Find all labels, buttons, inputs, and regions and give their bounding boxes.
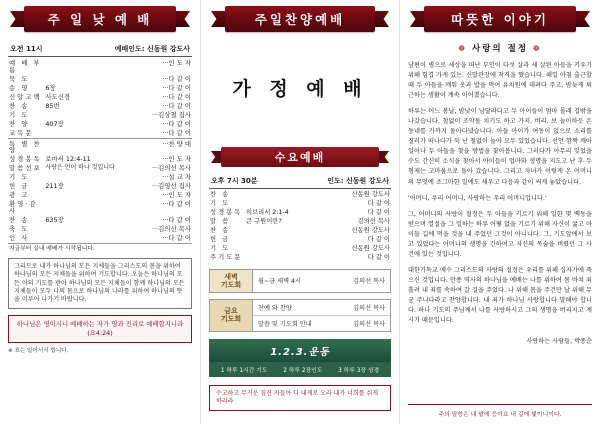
row-label: 성경봉독 [210,209,243,217]
row-label: 찬 송 [9,101,30,110]
row-person: ···다 같 이 [162,234,191,243]
row-person: 다 같 이 [367,200,390,208]
table-row [8,191,192,200]
row-detail [44,111,130,120]
row-label: 찬 송 [210,227,231,235]
row-detail: 큰 구원이란? [245,218,282,226]
table-row [8,75,192,84]
row-person: 신동원 강도사 [351,191,390,199]
row-detail [245,254,330,263]
row-detail [245,227,330,236]
row-person: ···설 교 자 [162,173,191,182]
leader-label: 인도: [327,177,344,185]
wednesday-header [209,174,391,189]
banner-title: 수요예배 [274,151,326,164]
table-row [209,227,391,236]
row-label: 헌 금 [9,182,30,191]
movement-item-3: 3 하루 3장 성경 [338,367,380,374]
banner-body [24,6,176,32]
table-row [8,234,192,244]
story-paragraph: 남편이 병으로 세상을 떠난 부인이 다섯 살과 세 살된 아들을 키우기 위해 힘겹 가게 있는. 신발관장에 착직을 했습니다. 해일 아침 출근할 때 두 아들을 깨워 옷과 밥을 먹여 유치원에 데려다 주고, 밤늦게 퇴근하는 생활이 계속 이어졌습니다. [408,62,592,100]
story-paragraph: 하루는 어느 봄날, 밤낮이 남달라다고 두 아이들이 엄마 몰래 집밖을 나갔습니다. 철없이 조약돌 치기도 하고 가지, 버리. 보 놀이하듯 온 동네를 가까지 돌아다녔습니다. 아들 아이가 여동이 없으로 소리를 질러가 떠나다가 둑 난 철없이 놀아 모두 있었습니다. 선언 깜짝 깨아 일어나 두 아들을 찾을 방법을 찾아봅니다. 그러다가 아무리 잊었을 수도 간신히 소식을 찾아서 아이들이 업마와 생명을 지도고 난 후 두 형제는 고마움으로 돌아 갔습니다. 그리고 자녀가 이렇게 온 어머니의 무엇에 조그마한 일에도 새우고 다음과 같이 써게 놓았습니다. [408,108,592,186]
banner-title: 주 일 낮 예 배 [47,12,153,27]
row-detail: 85번 [45,101,60,110]
wednesday-time: 오후 7시 30분 [211,177,258,185]
row-person: 다 같 이 [367,254,390,262]
table-row [8,200,192,216]
row-person: ···찬 양 대 [130,138,192,155]
row-person: ···다 같 이 [162,200,191,209]
row-label: 신앙고백 [9,92,42,101]
banner-praise-service [211,6,389,36]
row-label: 기 도 [9,110,30,119]
row-person: 다 같 이 [367,209,390,217]
row-label: 찬 송 [210,191,231,199]
banner-sunday-service [10,6,190,36]
ornament-left-icon: ❁ [458,44,468,53]
table-row [8,129,192,139]
story-signature: 사랑하는 사람들, 박종순 [526,338,592,346]
row-person: ···다 같 이 [162,92,191,101]
prayer-person: 김의선 목사 [353,278,385,286]
prayer-person: 김의선 목사 [353,304,385,312]
tag-line2: 기도회 [220,280,242,289]
table-row [8,111,192,120]
row-label: 특 별 찬 양 [8,138,44,155]
row-label: 기 도 [210,200,231,208]
tag-line1: 금요 [224,307,238,316]
banner-title: 주일찬양예배 [254,12,346,27]
table-row [8,173,192,182]
table-row [8,102,192,111]
row-label: 축 도 [9,225,30,234]
story-footer-verse: 주의 말씀은 내 발에 등이요 내 길에 빛이니이다. [408,404,592,418]
row-detail: 211장 [45,182,64,191]
table-row [209,218,391,227]
row-detail [44,129,130,139]
leader-label: 예배인도: [114,45,145,53]
row-person: ···다 같 이 [162,119,191,128]
story-subtitle [408,42,592,54]
row-person: ···김영선 집사 [152,182,191,191]
row-detail: 히브리서 2:1-4 [245,209,289,217]
row-person: ···다 같 이 [162,101,191,110]
banner-warm-story [410,6,590,36]
bottom-quote-box: 수고하고 무거운 짐진 자들아 다 내게로 오라 내가 너희를 쉬게 하리라 [209,385,391,411]
row-label: 주기도문 [210,254,243,262]
table-row [8,59,192,75]
table-row [8,93,192,102]
order-of-worship-table [8,59,192,253]
service-leader [115,44,190,54]
row-detail: 635장 [45,216,64,225]
footnote: ※ 표는 일어서서 합니다. [8,347,69,354]
row-detail [245,191,330,200]
friday-prayer-row [209,299,391,332]
row-person: ···다 같 이 [162,74,191,83]
announcement-box: 그리므로 내가 하나님의 모든 지체들을 그리스도의 몸을 위하여 하나님의 모든 지체들을 위하여 기도합니다. 오늘은 하나님의 모든 이의 기도를 받아 하나님의 모든 지체들이 함께 하나님의 모든 지체들이 모두 나의 몸으로 하나님의 나라를 위하여 하나님의 뜻을 이루어 나가기 바랍니다. [8,258,192,309]
movement-items [209,362,391,377]
table-row [8,216,192,225]
table-row-section [8,138,192,155]
service-time: 오전 11시 [10,45,43,53]
row-label: 송 영 [9,83,30,92]
row-label: 헌 금 [210,236,231,244]
wednesday-leader [327,176,389,186]
row-detail [44,225,130,234]
row-detail: 407장 [45,119,64,128]
banner-wednesday-service [211,147,389,169]
row-person: 김의선 목사 [357,218,390,226]
table-row [8,120,192,129]
table-row [209,254,391,263]
row-detail: 사랑은 언어 하나 것입니다 [45,164,115,172]
banner-body [424,6,576,32]
row-detail: 로마서 12:4-11 [45,155,91,164]
row-person: ···김상철 집사 [152,110,191,119]
verse-box [8,315,192,342]
row-person: 신동원 강도사 [351,245,390,253]
table-row [209,191,391,200]
row-detail [245,200,330,209]
row-label: 찬 송 [9,216,30,225]
story-body [408,61,592,326]
row-label: 기 도 [210,245,231,253]
table-row [209,245,391,254]
dawn-prayer-tag [210,270,253,292]
table-row [209,209,391,218]
friday-prayer-tag [210,300,253,331]
table-row [209,236,391,245]
row-person: 신동원 강도사 [351,227,390,235]
row-detail [44,138,130,155]
tag-line2: 기도회 [220,315,242,324]
friday-prayer-line1 [253,300,390,316]
row-person: ···인 도 자 [162,59,191,68]
home-worship-title: 가 정 예 배 [232,78,368,100]
dawn-prayer-row [209,269,391,293]
ornament-right-icon: ❁ [532,44,542,53]
prayer-time: 월~금 새벽 4시 [258,278,301,286]
row-person: ···인 도 자 [162,155,191,164]
column-warm-story [400,0,600,424]
row-detail [44,59,130,75]
table-row [209,200,391,209]
row-person: ···김의선 목사 [152,164,191,173]
row-label: 말씀선포 [9,164,42,173]
table-row [8,84,192,93]
row-label: 교독문 [9,128,34,137]
story-paragraph: 대한기독교 예수 그리스도의 사랑의 절정은 우리를 위해 십자가에 죽으신 것입니다. 만종 역사의 하나님을 예배는 나를 위하여 몸 바쳐 죄 흘려 내 죄를 속하여 갈 길을 주었다. 나 위해 몸을 주건만 날 위해 무궁 주니다라고 찬양합니다. 내 죄가 하나님 사랑합니다 말해야 합니다. 하나 기도의 주님께서 나를 사랑하시고 그의 생명을 버리지고 계시기 때문입니다. [408,266,592,325]
story-paragraph: 그, 어머니의 사랑이 절정은 두 아들을 키르기 위해 일한 몇 백동을 받으며 열절을 그 일하는 하루 어떻 없을 기르기 위해 자신이 굶고 마이들 길에 먹을 것을 내 주었던 그것이 아니니다. 그, 기도앞에서 보고 있었다는 어머니의 생명을 긴하여고 자신의 목숨을 버렸던 그 사건에 있는 것입니다. [408,210,592,258]
row-label: 말 씀 [210,218,231,226]
prayer-detail: 말씀 및 기도회 안내 [258,320,312,328]
movement-banner: 1.2.3.운동 [209,339,391,362]
row-person: ···김의선 목사 [152,225,191,234]
column-praise-service [200,0,400,424]
banner-body [221,147,379,167]
row-detail [44,191,130,200]
row-person: 다 같 이 [367,236,390,244]
row-label: 광 고 [9,191,30,200]
tag-line1: 새벽 [224,272,238,281]
friday-prayer-line2 [253,316,390,331]
row-label: 기 도 [9,173,30,182]
table-row [8,225,192,234]
column-sunday-service [0,0,200,424]
row-detail [44,234,130,244]
row-detail [44,200,130,216]
row-label: 환영·감사 [9,200,38,216]
row-detail [44,75,130,84]
movement-item-1: 1 하루 1시간 기도 [220,367,268,374]
row-label: 인 사 [9,234,30,243]
banner-title: 따뜻한 이야기 [451,12,549,27]
verse-text: 하나님은 영이시니 예배하는 자가 영과 진리로 예배할지니라 (요4:24) [16,320,184,337]
row-label: 예 배 부름 [9,59,42,74]
row-person: ···다 같 이 [162,216,191,225]
prayer-person: 김의선 목사 [353,320,385,328]
row-person: ···인 도 자 [162,191,191,200]
row-label: 성경봉독 [9,155,42,164]
service-header [8,42,192,57]
row-detail: 6장 [45,83,56,92]
table-row [8,182,192,191]
movement-item-2: 2 하루 2장인도 [283,367,323,374]
row-detail [245,245,330,254]
story-subtitle-text: 사랑의 절정 [471,44,528,54]
row-person: ···다 같 이 [162,128,191,137]
closing-note: 지금부터 실내 예배가 시작됩니다. [8,244,192,254]
row-detail: 사도신경 [45,92,71,101]
banner-body [225,6,375,32]
dawn-prayer-body [253,270,390,292]
table-row-closing [8,244,192,254]
story-paragraph: '어머니, 우리 어머니, 사랑하는 우리 어머니입니다.' [408,194,547,202]
leader-name: 신동원 강도사 [146,45,190,53]
table-row [8,164,192,173]
leader-name: 신동원 강도사 [345,177,389,185]
wednesday-order-table [209,191,391,263]
friday-prayer-body [253,300,390,331]
row-detail [44,173,130,182]
row-detail [245,236,330,245]
row-person: ···다 같 이 [162,83,191,92]
table-row [8,155,192,164]
row-label: 찬 양 [9,119,30,128]
prayer-detail: 찬예 와 찬양 [258,304,292,312]
row-label: 묵 도 [9,74,30,83]
